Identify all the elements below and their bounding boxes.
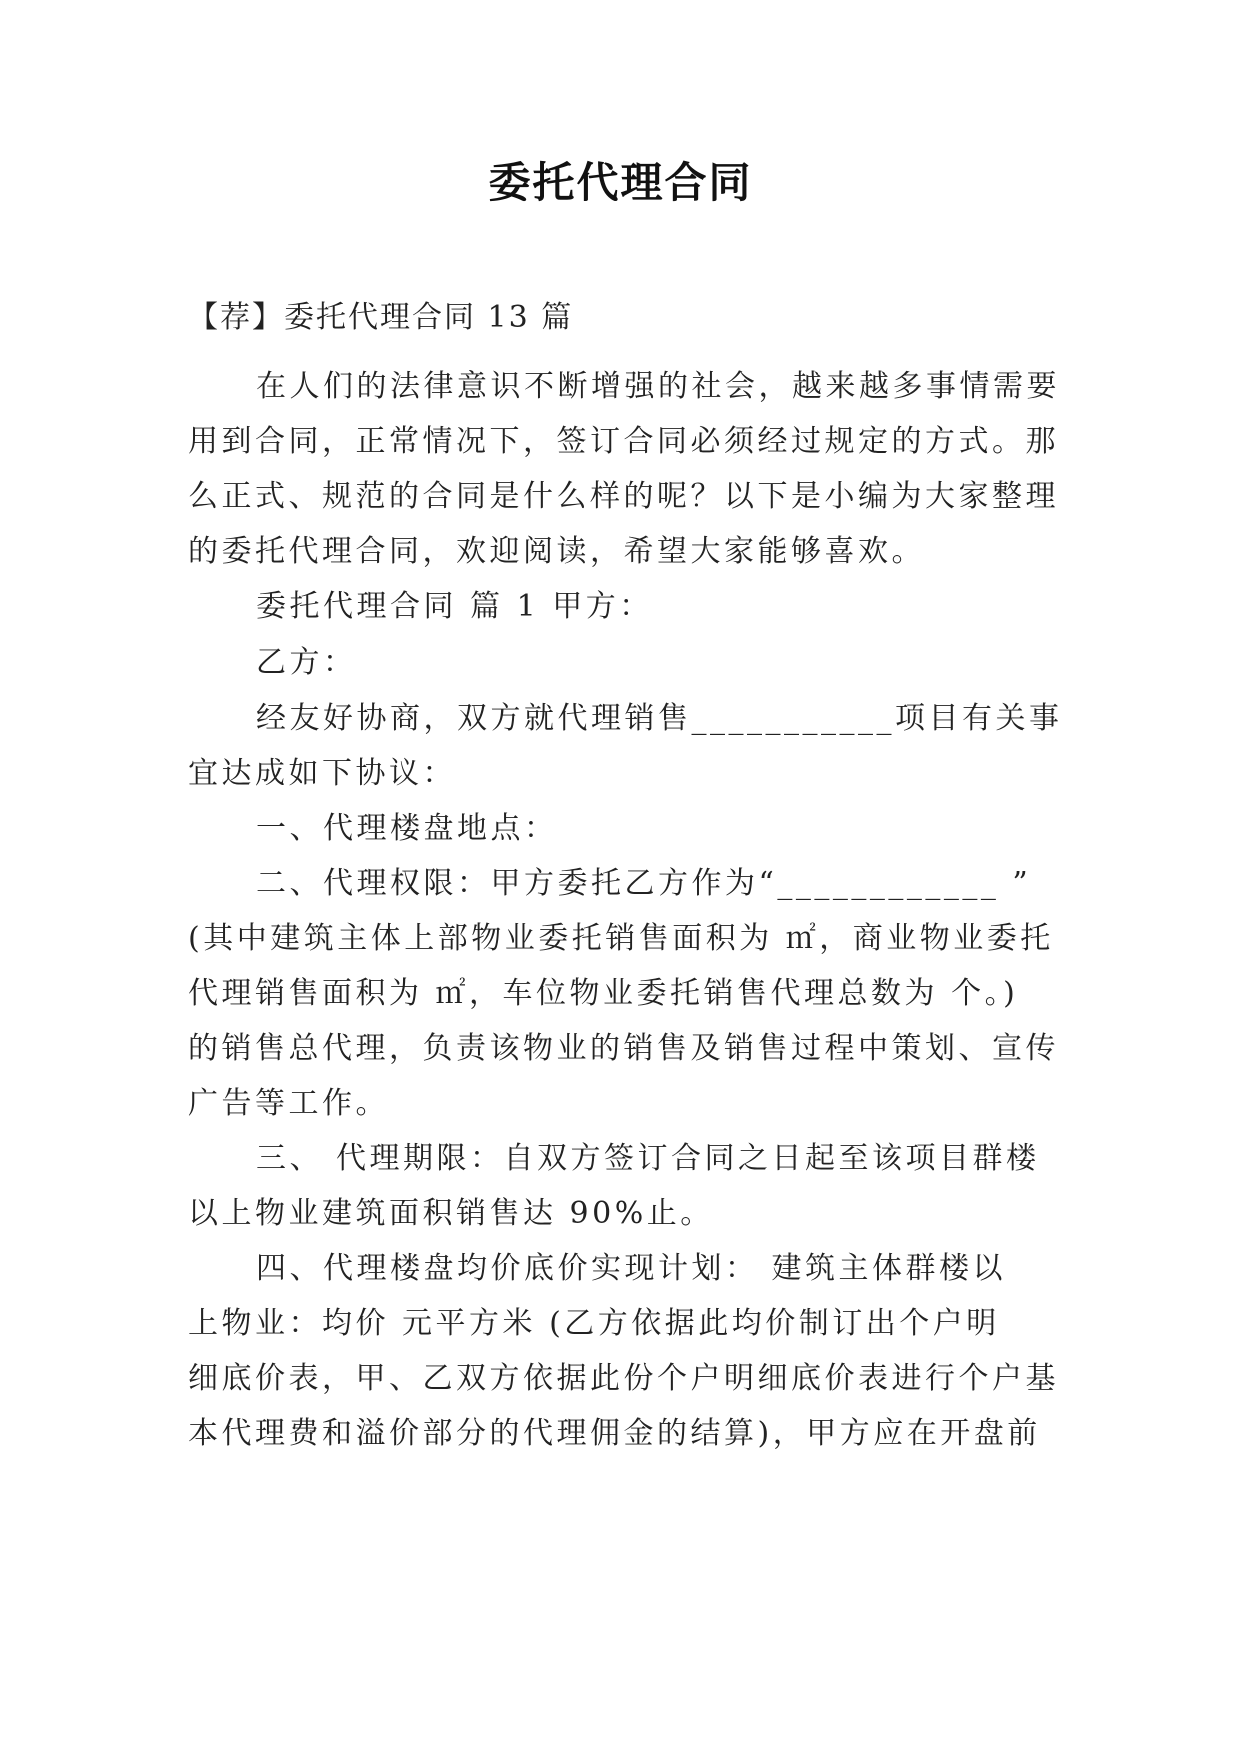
body-line: 三、 代理期限：自双方签订合同之日起至该项目群楼	[256, 1141, 1040, 1176]
body-line: 四、代理楼盘均价底价实现计划： 建筑主体群楼以	[256, 1251, 1007, 1286]
body-line: 乙方：	[256, 645, 357, 680]
body-line: 一、代理楼盘地点：	[256, 811, 558, 846]
body-line: 二、代理权限：甲方委托乙方作为“____________ ”	[256, 866, 1032, 901]
body-line: 宜达成如下协议：	[188, 756, 456, 791]
body-line: 委托代理合同 篇 1 甲方：	[256, 589, 653, 624]
body-line: 广告等工作。	[188, 1086, 389, 1121]
body-line: 的委托代理合同，欢迎阅读，希望大家能够喜欢。	[188, 534, 925, 569]
body-line: 代理销售面积为 ㎡，车位物业委托销售代理总数为 个。)	[188, 976, 1019, 1011]
body-line: 的销售总代理，负责该物业的销售及销售过程中策划、宣传	[188, 1031, 1059, 1066]
body-line: 上物业：均价 元平方米 (乙方依据此均价制订出个户明	[188, 1306, 1000, 1341]
body-line: 在人们的法律意识不断增强的社会，越来越多事情需要	[256, 369, 1060, 404]
body-line: 么正式、规范的合同是什么样的呢？以下是小编为大家整理	[188, 479, 1059, 514]
document-title: 委托代理合同	[488, 158, 753, 207]
body-line: 经友好协商，双方就代理销售___________项目有关事	[256, 701, 1063, 736]
body-line: (其中建筑主体上部物业委托销售面积为 ㎡，商业物业委托	[188, 921, 1054, 956]
body-line: 用到合同，正常情况下，签订合同必须经过规定的方式。那	[188, 424, 1059, 459]
body-line: 以上物业建筑面积销售达 90%止。	[188, 1196, 714, 1231]
body-line: 细底价表，甲、乙双方依据此份个户明细底价表进行个户基	[188, 1361, 1059, 1396]
body-line: 本代理费和溢价部分的代理佣金的结算)，甲方应在开盘前	[188, 1416, 1041, 1451]
document-subtitle: 【荐】委托代理合同 13 篇	[188, 300, 574, 335]
